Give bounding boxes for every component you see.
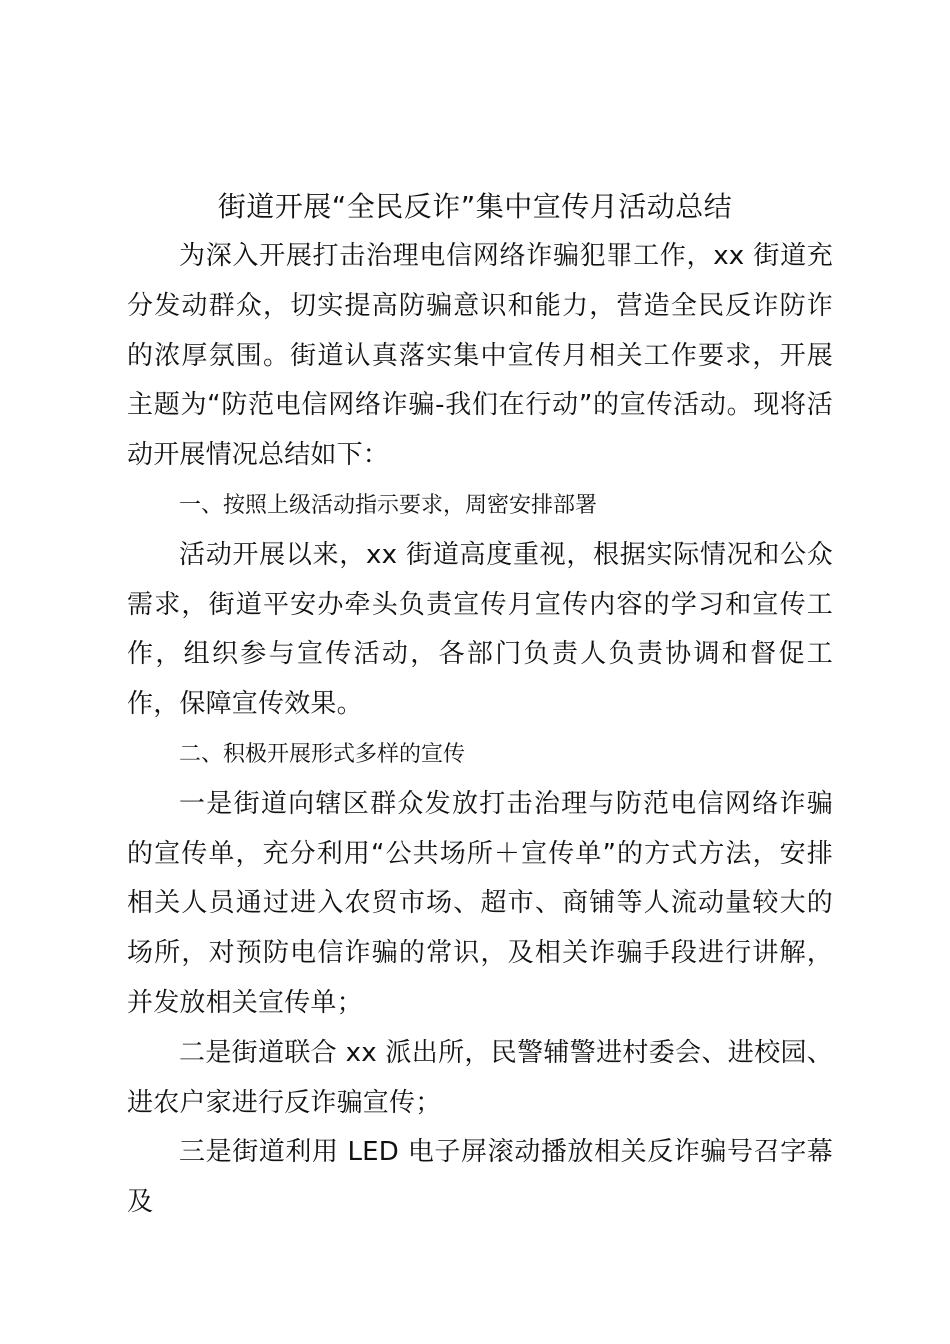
section-1-heading: 一、按照上级活动指示要求，周密安排部署 <box>179 492 598 518</box>
section-2-item-2: 二是街道联合 xx 派出所，民警辅警进村委会、进校园、进农户家进行反诈骗宣传； <box>127 1037 833 1118</box>
document-title: 街道开展“全民反诈”集中宣传月活动总结 <box>217 190 733 223</box>
section-2-heading: 二、积极开展形式多样的宣传 <box>179 741 466 767</box>
section-1-paragraph: 活动开展以来，xx 街道高度重视，根据实际情况和公众需求，街道平安办牵头负责宣传月宣传内容的学习和宣传工作，组织参与宣传活动，各部门负责人负责协调和督促工作，保障宣传效果。 <box>127 539 833 720</box>
section-2-item-3: 三是街道利用 LED 电子屏滚动播放相关反诈骗号召字幕及 <box>127 1137 833 1218</box>
intro-paragraph: 为深入开展打击治理电信网络诈骗犯罪工作，xx 街道充分发动群众，切实提高防骗意识和能力，营造全民反诈防诈的浓厚氛围。街道认真落实集中宣传月相关工作要求，开展主题为“防范电信网络诈骗-我们在行动”的宣传活动。现将活动开展情况总结如下： <box>127 241 833 471</box>
section-2-item-1: 一是街道向辖区群众发放打击治理与防范电信网络诈骗的宣传单，充分利用“公共场所＋宣传单”的方式方法，安排相关人员通过进入农贸市场、超市、商铺等人流动量较大的场所，对预防电信诈骗的常识，及相关诈骗手段进行讲解，并发放相关宣传单； <box>127 788 833 1018</box>
document-body <box>127 232 833 1228</box>
